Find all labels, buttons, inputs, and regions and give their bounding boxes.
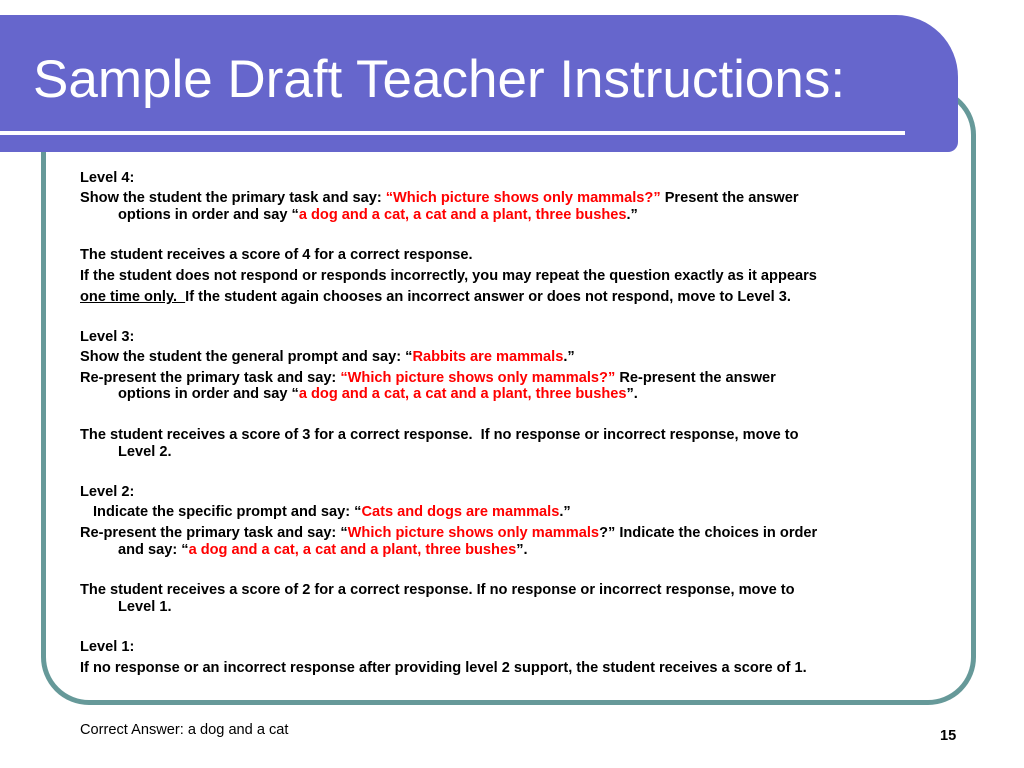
title-underline-rule [0,131,905,135]
level-3-score-line-1: The student receives a score of 3 for a correct response. If no response or incorrect response, move to [80,427,799,443]
text-segment: If the student again chooses an incorrect answer or does not respond, move to Level 3. [185,289,791,305]
title-banner [0,15,958,152]
highlighted-question: Which picture shows only mammals [347,525,600,541]
level-4-task-line-1 [80,190,799,207]
text-segment: Show the student the general prompt and say: “ [80,349,413,365]
level-1-score: If no response or an incorrect response after providing level 2 support, the student receives a score of 1. [80,660,807,676]
text-segment: options in order and say “ [118,207,299,223]
level-2-prompt-line [93,504,571,521]
highlighted-answer-options: a dog and a cat, a cat and a plant, three bushes [298,207,627,223]
highlighted-question: “Which picture shows only mammals?” [340,370,616,386]
level-3-heading: Level 3: [80,329,135,345]
highlighted-answer-options: a dog and a cat, a cat and a plant, three bushes [298,386,627,402]
text-segment: Show the student the primary task and say: [80,190,386,206]
level-4-heading: Level 4: [80,170,135,186]
text-segment: Re-present the primary task and say: [80,370,341,386]
level-2-task-line-1 [80,525,817,542]
text-segment: ”. [626,386,638,402]
level-2-heading: Level 2: [80,484,135,500]
text-segment: .” [563,349,575,365]
level-3-score-line-2: Level 2. [118,444,172,460]
underlined-emphasis: one time only. [80,289,186,305]
level-4-score: The student receives a score of 4 for a correct response. [80,247,473,263]
text-segment: Indicate the specific prompt and say: “ [93,504,362,520]
highlighted-answer-options: a dog and a cat, a cat and a plant, three bushes [188,542,517,558]
text-segment: .” [559,504,571,520]
highlighted-prompt: Rabbits are mammals [412,349,564,365]
level-2-task-line-2 [118,542,528,559]
level-3-task-line-1 [80,370,776,387]
level-1-heading: Level 1: [80,639,135,655]
text-segment: Present the answer [660,190,799,206]
text-segment: options in order and say “ [118,386,299,402]
correct-answer-note: Correct Answer: a dog and a cat [80,722,289,738]
highlighted-question: “Which picture shows only mammals?” [385,190,661,206]
level-2-score-line-2: Level 1. [118,599,172,615]
level-3-prompt-line [80,349,575,366]
text-segment: ?” Indicate the choices in order [599,525,818,541]
text-segment: Re-present the answer [615,370,776,386]
text-segment: and say: “ [118,542,189,558]
text-segment: .” [626,207,638,223]
level-2-score-line-1: The student receives a score of 2 for a correct response. If no response or incorrect response, move to [80,582,795,598]
slide-number: 15 [940,728,957,744]
text-segment: ”. [516,542,528,558]
highlighted-prompt: Cats and dogs are mammals [361,504,560,520]
level-3-task-line-2 [118,386,638,403]
slide-title: Sample Draft Teacher Instructions: [33,50,846,109]
level-4-repeat-line-2 [80,289,791,306]
level-4-task-line-2 [118,207,638,224]
text-segment: Re-present the primary task and say: “ [80,525,348,541]
level-4-repeat-line-1: If the student does not respond or responds incorrectly, you may repeat the question exactly as it appears [80,268,817,284]
